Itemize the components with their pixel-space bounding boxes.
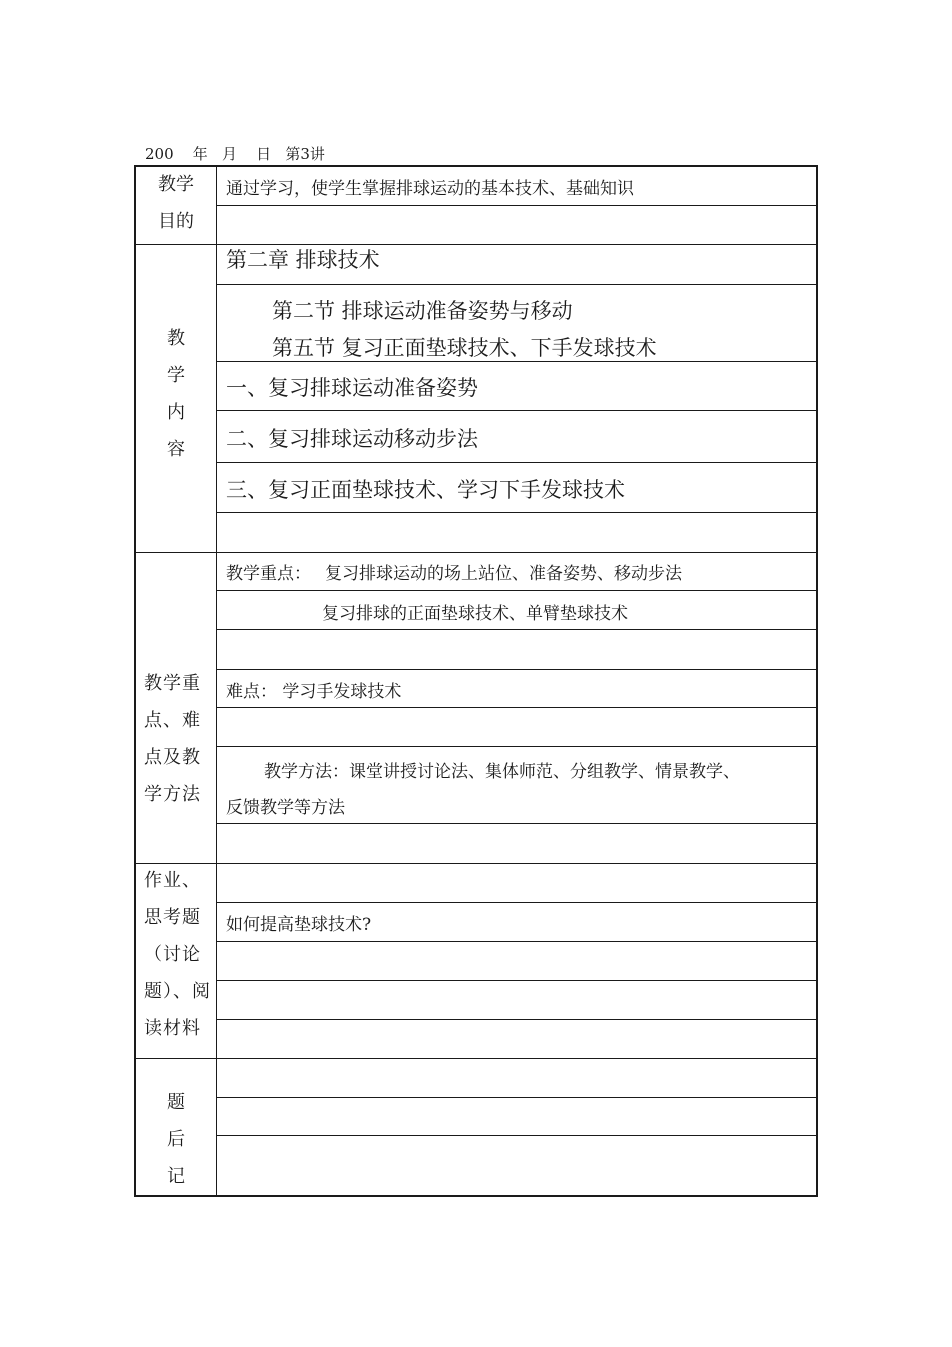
row-divider xyxy=(216,980,816,981)
row-divider xyxy=(216,902,816,903)
label-homework: 作业、 思考题 （讨论 题）、阅 读材料 xyxy=(144,870,211,1039)
chapter-title: 第二章 排球技术 xyxy=(226,248,380,272)
row-divider xyxy=(216,284,816,285)
row-divider xyxy=(216,1135,816,1136)
lesson-plan-table xyxy=(134,165,818,1197)
homework-question: 如何提高垫球技术? xyxy=(226,915,372,935)
row-divider xyxy=(216,669,816,670)
row-divider xyxy=(216,462,816,463)
section-two-title: 第二节 排球运动准备姿势与移动 xyxy=(272,299,573,323)
section-divider xyxy=(136,1058,816,1059)
purpose-text: 通过学习，使学生掌握排球运动的基本技术、基础知识 xyxy=(226,179,634,199)
row-divider xyxy=(216,707,816,708)
content-item-3: 三、复习正面垫球技术、学习下手发球技术 xyxy=(226,478,625,502)
label-teaching-content: 教 学 内 容 xyxy=(167,328,185,460)
focus-text-1: 复习排球运动的场上站位、准备姿势、移动步法 xyxy=(325,564,682,584)
row-divider xyxy=(216,1097,816,1098)
row-divider xyxy=(216,746,816,747)
teaching-method-line-1: 教学方法：课堂讲授讨论法、集体师范、分组教学、情景教学、 xyxy=(264,762,740,782)
section-five-title: 第五节 复习正面垫球技术、下手发球技术 xyxy=(272,336,657,360)
difficulty-text: 难点： 学习手发球技术 xyxy=(226,682,402,702)
label-teaching-purpose: 教学 目的 xyxy=(158,174,194,232)
row-divider xyxy=(216,1019,816,1020)
row-divider xyxy=(216,205,816,206)
row-divider xyxy=(216,590,816,591)
section-divider xyxy=(136,863,816,864)
row-divider xyxy=(216,823,816,824)
row-divider xyxy=(216,512,816,513)
focus-line-1 xyxy=(226,559,682,584)
content-item-2: 二、复习排球运动移动步法 xyxy=(226,427,478,451)
column-divider xyxy=(216,167,217,1195)
section-divider xyxy=(136,552,816,553)
lecture-date-header: 200 年 月 日 第3讲 xyxy=(145,145,325,163)
row-divider xyxy=(216,410,816,411)
focus-label: 教学重点： xyxy=(226,564,311,584)
label-keypoints-methods: 教学重 点、难 点及教 学方法 xyxy=(144,673,201,805)
teaching-method-line-2: 反馈教学等方法 xyxy=(226,798,345,818)
row-divider xyxy=(216,629,816,630)
label-postscript: 题 后 记 xyxy=(167,1092,185,1187)
row-divider xyxy=(216,941,816,942)
content-item-1: 一、复习排球运动准备姿势 xyxy=(226,376,478,400)
focus-line-2: 复习排球的正面垫球技术、单臂垫球技术 xyxy=(322,604,628,624)
